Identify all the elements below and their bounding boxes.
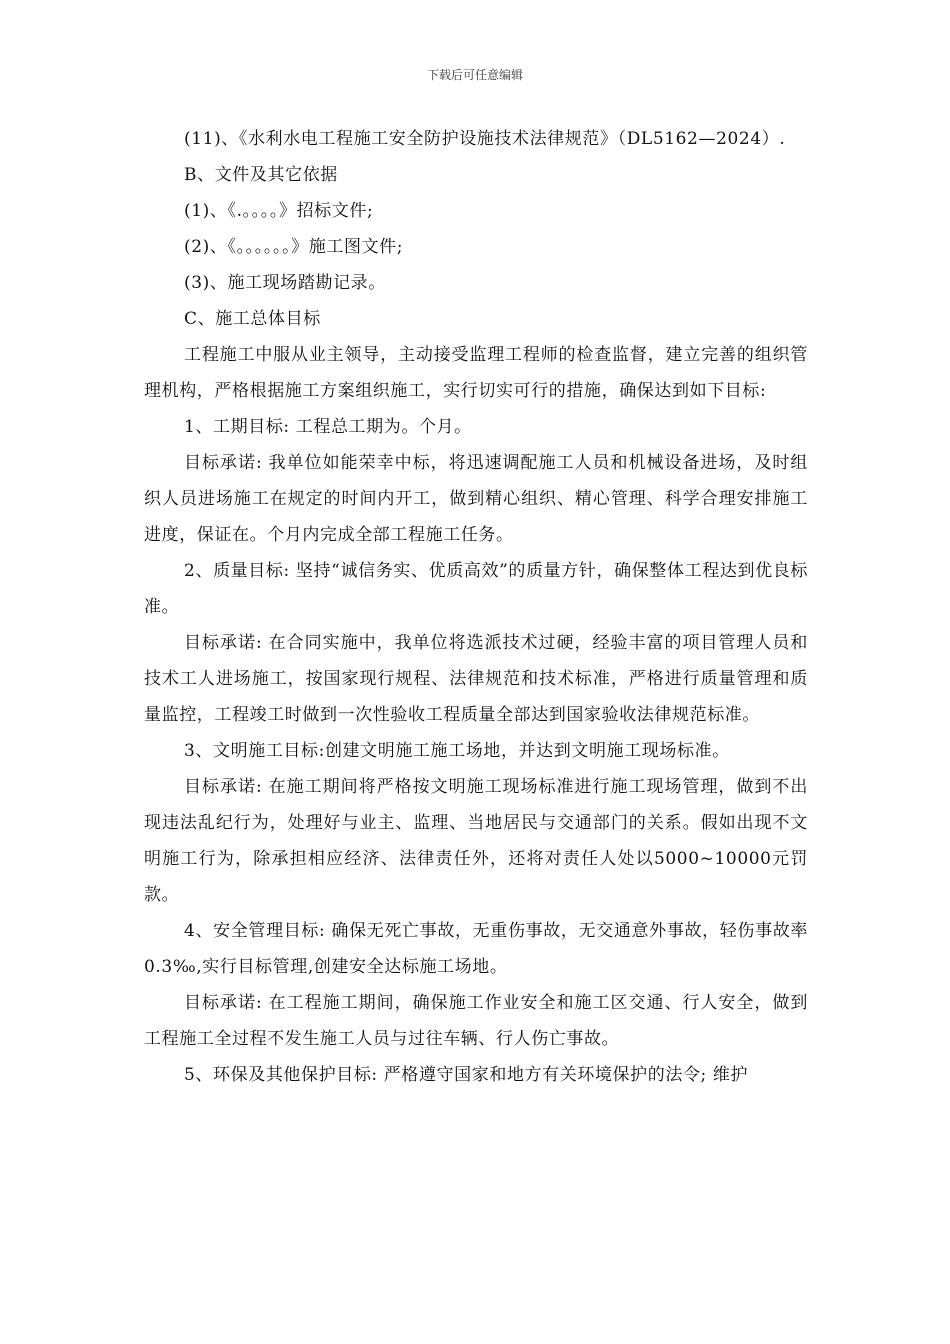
goal-schedule: 1、工期目标: 工程总工期为。个月。 xyxy=(184,417,472,437)
goal-safety: 4、安全管理目标: 确保无死亡事故，无重伤事故，无交通意外事故，轻伤事故率0.3‰,实行目标管理,创建安全达标施工场地。 xyxy=(144,921,808,977)
paragraph-goals-intro: 工程施工中服从业主领导，主动接受监理工程师的检查监督，建立完善的组织管理机构，严格根据施工方案组织施工，实行切实可行的措施，确保达到如下目标: xyxy=(144,345,808,401)
commitment-schedule: 目标承诺: 我单位如能荣幸中标，将迅速调配施工人员和机械设备进场，及时组织人员进场施工在规定的时间内开工，做到精心组织、精心管理、科学合理安排施工进度，保证在。个月内完成全部工程施工任务。 xyxy=(144,453,808,545)
commitment-quality: 目标承诺: 在合同实施中，我单位将选派技术过硬，经验丰富的项目管理人员和技术工人进场施工，按国家现行规程、法律规范和技术标准，严格进行质量管理和质量监控，工程竣工时做到一次性验收工程质量全部达到国家验收法律规范标准。 xyxy=(144,633,808,725)
paragraph-standard-dl5162: (11)、《水利水电工程施工安全防护设施技术法律规范》（DL5162—2024）. xyxy=(184,129,786,149)
goal-environment: 5、环保及其他保护目标: 严格遵守国家和地方有关环境保护的法令; 维护 xyxy=(184,1065,749,1085)
heading-overall-goals: C、施工总体目标 xyxy=(184,309,321,329)
list-item-construction-drawings: (2)、《。。。。。。》施工图文件; xyxy=(184,237,404,257)
goal-civilized-construction: 3、文明施工目标:创建文明施工施工场地，并达到文明施工现场标准。 xyxy=(184,741,730,761)
goal-quality: 2、质量目标: 坚持“诚信务实、优质高效”的质量方针，确保整体工程达到优良标准。 xyxy=(144,561,808,617)
list-item-tender-docs: (1)、《.。。。。》招标文件; xyxy=(184,201,374,221)
document-body xyxy=(144,121,808,1093)
page-header: 下载后可任意编辑 xyxy=(426,68,523,82)
list-item-site-survey: (3)、施工现场踏勘记录。 xyxy=(184,273,386,293)
commitment-civilized-construction: 目标承诺: 在施工期间将严格按文明施工现场标准进行施工现场管理，做到不出现违法乱纪行为，处理好与业主、监理、当地居民与交通部门的关系。假如出现不文明施工行为，除承担相应经济、法律责任外，还将对责任人处以5000~10000元罚款。 xyxy=(144,777,808,905)
commitment-safety: 目标承诺: 在工程施工期间，确保施工作业安全和施工区交通、行人安全，做到工程施工全过程不发生施工人员与过往车辆、行人伤亡事故。 xyxy=(144,993,808,1049)
heading-other-basis: B、文件及其它依据 xyxy=(184,165,338,185)
